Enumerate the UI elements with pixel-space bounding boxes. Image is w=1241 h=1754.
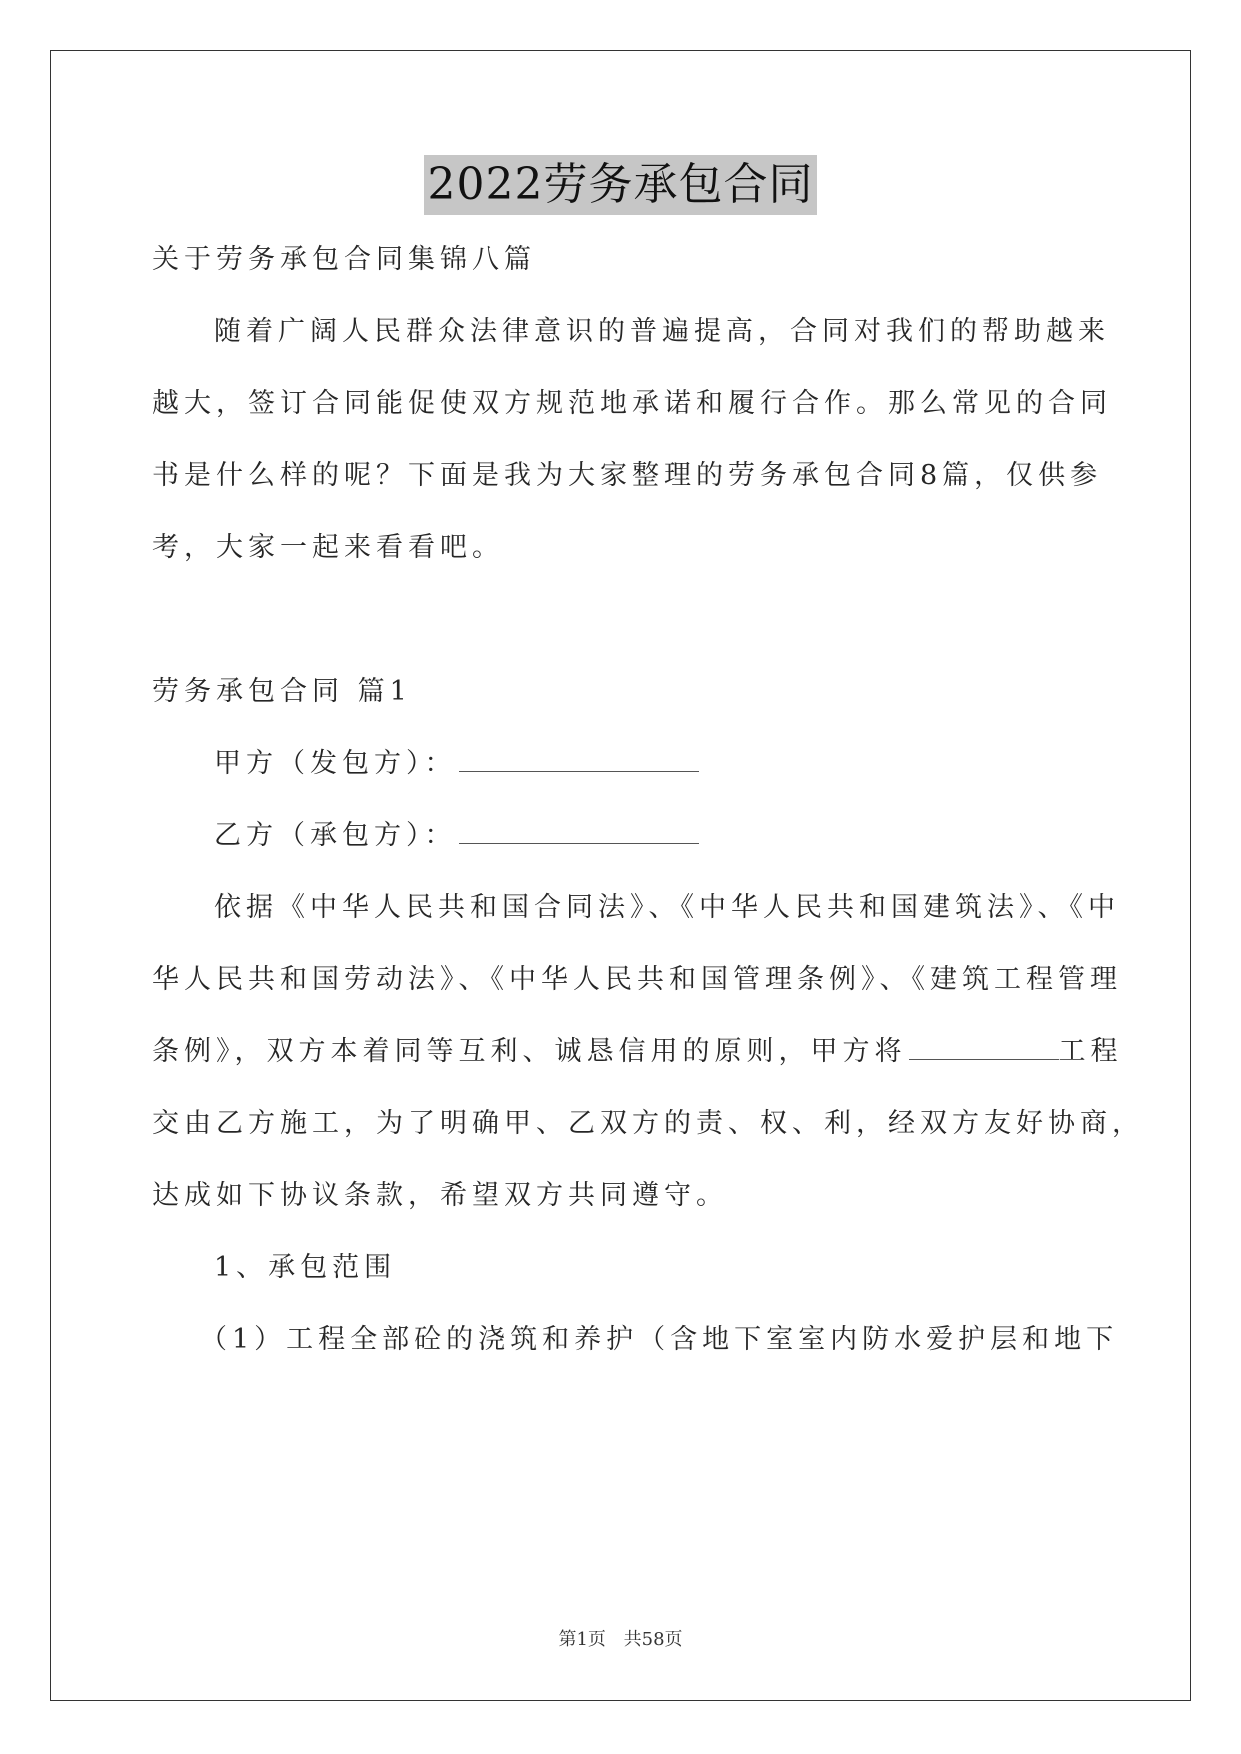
basis-line-2: 华人民共和国劳动法》、《中华人民共和国管理条例》、《建筑工程管理 [152,964,1122,995]
document-title: 2022劳务承包合同 [424,155,818,215]
page-total: 共58页 [623,1629,683,1650]
basis-line-3-before: 条例》，双方本着同等互利、诚恳信用的原则，甲方将 [152,1036,907,1067]
intro-line-2: 越大，签订合同能促使双方规范地承诺和履行合作。那么常见的合同 [152,388,1112,419]
page-number: 第1页 [558,1629,606,1650]
party-b-line [214,818,699,854]
page-border [50,50,1191,1701]
party-a-blank [459,747,699,772]
basis-line-4: 交由乙方施工，为了明确甲、乙双方的责、权、利，经双方友好协商， [152,1108,1144,1139]
intro-line-4: 考，大家一起来看看吧。 [152,532,504,563]
title-container [0,155,1241,215]
intro-line-1: 随着广阔人民群众法律意识的普遍提高，合同对我们的帮助越来 [214,316,1110,347]
party-a-line [214,746,699,782]
basis-line-3-after: 工程 [1058,1036,1123,1067]
project-name-blank [909,1035,1059,1060]
party-b-blank [459,819,699,844]
clause-1-heading: 1、承包范围 [214,1252,397,1283]
page-footer [0,1625,1241,1651]
party-a-label: 甲方（发包方）： [214,748,457,779]
section-heading: 劳务承包合同 篇1 [152,676,412,707]
document-subtitle: 关于劳务承包合同集锦八篇 [152,244,536,275]
party-b-label: 乙方（承包方）： [214,820,457,851]
intro-line-3: 书是什么样的呢？下面是我为大家整理的劳务承包合同8篇，仅供参 [152,460,1103,491]
basis-line-5: 达成如下协议条款，希望双方共同遵守。 [152,1180,728,1211]
basis-line-1: 依据《中华人民共和国合同法》、《中华人民共和国建筑法》、《中 [214,892,1120,923]
basis-line-3 [152,1034,1123,1070]
clause-1-item-1: （1）工程全部砼的浇筑和养护（含地下室室内防水爱护层和地下 [200,1324,1119,1355]
